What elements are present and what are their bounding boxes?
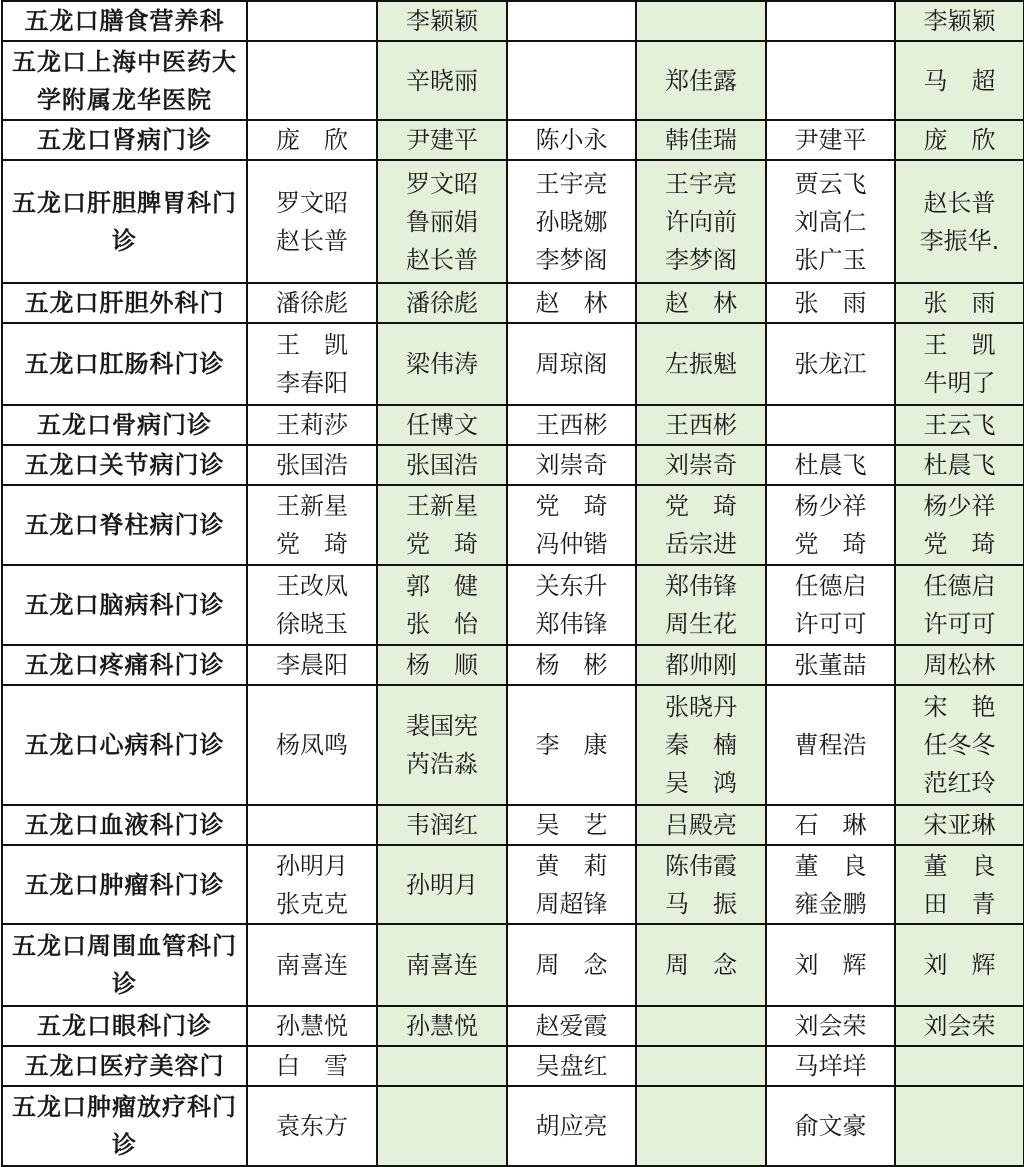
schedule-cell [636,445,766,485]
doctor-name: 任德启 [923,572,996,600]
table-row [2,41,1024,120]
doctor-name: 南喜连 [276,951,348,979]
schedule-cell [377,924,507,1006]
table-row [2,120,1024,160]
schedule-cell [377,645,507,685]
schedule-cell [377,1006,507,1046]
doctor-name: 王改凤 [276,572,348,600]
doctor-name: 杨 彬 [535,651,608,679]
doctor-name: 董 良 [794,851,867,880]
schedule-cell [766,805,895,845]
doctor-name: 罗文昭 [406,169,478,198]
table-row [2,323,1024,405]
schedule-cell [507,1086,636,1166]
schedule-cell [895,160,1024,283]
schedule-cell [377,485,507,565]
table-row [2,805,1024,845]
schedule-cell [507,1006,636,1046]
doctor-name: 李颖颖 [406,7,478,35]
schedule-cell [247,405,377,445]
schedule-cell [636,405,766,445]
schedule-cell [766,41,895,120]
doctor-name: 鲁丽娟 [406,207,478,236]
doctor-name: 田 青 [923,889,996,918]
schedule-cell [247,160,377,283]
schedule-cell [766,845,895,924]
schedule-cell [636,160,766,283]
schedule-cell [895,565,1024,645]
doctor-name: 张 雨 [794,289,867,317]
doctor-name: 白 雪 [276,1052,348,1080]
doctor-name: 周 念 [535,951,608,979]
doctor-name: 尹建平 [794,126,867,154]
schedule-cell [636,565,766,645]
doctor-name: 马垟垟 [794,1052,867,1080]
table-row [2,405,1024,445]
doctor-name: 梁伟涛 [406,350,478,378]
doctor-name: 任德启 [794,572,867,600]
schedule-cell [247,924,377,1006]
department-name: 五龙口脑病科门诊 [2,565,247,645]
doctor-name: 李颖颖 [923,7,996,35]
doctor-name: 范红玲 [923,769,996,797]
schedule-cell [247,1086,377,1166]
schedule-cell [766,685,895,805]
doctor-name: 任冬冬 [923,731,996,759]
doctor-name: 陈伟霞 [665,851,737,880]
schedule-cell [766,323,895,405]
schedule-cell [636,805,766,845]
schedule-cell [895,405,1024,445]
schedule-cell [377,445,507,485]
schedule-cell [377,323,507,405]
doctor-name: 张广玉 [794,245,867,274]
doctor-name: 王莉莎 [276,411,348,439]
schedule-cell [247,845,377,924]
schedule-cell [895,283,1024,323]
doctor-name: 杨少祥 [923,492,996,520]
doctor-name: 马 超 [923,66,996,95]
doctor-name: 袁东方 [276,1112,348,1140]
doctor-name: 宋 艳 [923,693,996,721]
schedule-cell [507,323,636,405]
schedule-cell [247,1046,377,1086]
schedule-cell [895,120,1024,160]
doctor-name: 孙慧悦 [406,1012,478,1040]
schedule-cell [766,485,895,565]
doctor-name: 罗文昭 [276,188,348,217]
doctor-name: 潘徐彪 [406,289,478,317]
doctor-name: 吕殿亮 [665,811,737,839]
doctor-name: 周琼阁 [535,350,608,378]
schedule-cell [377,160,507,283]
schedule-cell [377,283,507,323]
schedule-cell [895,924,1024,1006]
doctor-name: 吴 鸿 [665,769,737,797]
schedule-cell [247,485,377,565]
doctor-name: 庞 欣 [923,126,996,154]
doctor-name: 孙明月 [276,851,348,880]
doctor-name: 王宇亮 [535,169,608,198]
doctor-name: 任博文 [406,411,478,439]
department-name: 五龙口肿瘤放疗科门诊 [2,1086,247,1166]
doctor-name: 关东升 [535,572,608,600]
schedule-cell [895,445,1024,485]
doctor-name: 刘崇奇 [535,451,608,479]
doctor-name: 李梦阁 [665,245,737,274]
department-name: 五龙口膳食营养科 [2,1,247,41]
doctor-schedule-table [1,0,1024,1167]
schedule-cell [636,485,766,565]
doctor-name: 韩佳瑞 [665,126,737,154]
doctor-name: 王 凯 [276,331,348,359]
doctor-name: 辛晓丽 [406,66,478,95]
doctor-name: 赵长普 [276,226,348,255]
doctor-name: 王宇亮 [665,169,737,198]
doctor-name: 秦 楠 [665,731,737,759]
schedule-cell [636,120,766,160]
doctor-name: 李梦阁 [535,245,608,274]
department-name: 五龙口上海中医药大学附属龙华医院 [2,41,247,120]
doctor-name: 俞文豪 [794,1112,867,1140]
schedule-cell [247,565,377,645]
table-row [2,1,1024,41]
schedule-cell [636,645,766,685]
schedule-cell [247,445,377,485]
schedule-cell [247,41,377,120]
schedule-cell [507,485,636,565]
doctor-name: 郑佳露 [665,66,737,95]
department-name: 五龙口关节病门诊 [2,445,247,485]
doctor-name: 许向前 [665,207,737,236]
schedule-cell [507,120,636,160]
schedule-cell [895,485,1024,565]
schedule-cell [507,405,636,445]
department-name: 五龙口肾病门诊 [2,120,247,160]
doctor-name: 马 振 [665,889,737,918]
schedule-cell [895,685,1024,805]
doctor-name: 芮浩淼 [406,750,478,778]
doctor-name: 刘 辉 [923,951,996,979]
department-name: 五龙口周围血管科门诊 [2,924,247,1006]
doctor-name: 吴盘红 [535,1052,608,1080]
schedule-cell [766,565,895,645]
doctor-name: 许可可 [794,610,867,638]
schedule-cell [377,685,507,805]
doctor-name: 王云飞 [923,411,996,439]
doctor-name: 孙晓娜 [535,207,608,236]
schedule-cell [766,405,895,445]
schedule-cell [507,283,636,323]
table-row [2,645,1024,685]
schedule-cell [507,1,636,41]
doctor-name: 郭 健 [406,572,478,600]
doctor-name: 冯仲锴 [535,530,608,558]
doctor-name: 王西彬 [535,411,608,439]
schedule-cell [247,805,377,845]
schedule-cell [766,1,895,41]
department-name: 五龙口心病科门诊 [2,685,247,805]
doctor-name: 赵爱霞 [535,1012,608,1040]
doctor-name: 庞 欣 [276,126,348,154]
schedule-cell [507,445,636,485]
doctor-name: 刘 辉 [794,951,867,979]
doctor-name: 党 琦 [923,530,996,558]
doctor-name: 刘会荣 [923,1012,996,1040]
doctor-name: 王新星 [406,492,478,520]
doctor-name: 孙明月 [406,870,478,899]
schedule-cell [507,160,636,283]
department-name: 五龙口肝胆脾胃科门诊 [2,160,247,283]
schedule-cell [636,845,766,924]
table-row [2,445,1024,485]
schedule-cell [247,283,377,323]
table-row [2,1086,1024,1166]
doctor-name: 张克克 [276,889,348,918]
doctor-name: 尹建平 [406,126,478,154]
schedule-cell [377,1,507,41]
doctor-name: 左振魁 [665,350,737,378]
doctor-name: 党 琦 [276,530,348,558]
doctor-name: 刘高仁 [794,207,867,236]
doctor-name: 雍金鹏 [794,889,867,918]
schedule-cell [507,685,636,805]
doctor-name: 牛明了 [923,369,996,397]
schedule-cell [895,323,1024,405]
doctor-name: 郑伟锋 [665,572,737,600]
doctor-name: 张国浩 [406,451,478,479]
doctor-name: 刘会荣 [794,1012,867,1040]
doctor-name: 杜晨飞 [923,451,996,479]
doctor-name: 曹程浩 [794,731,867,759]
doctor-name: 赵长普 [923,188,996,217]
doctor-name: 王 凯 [923,331,996,359]
doctor-name: 杨凤鸣 [276,731,348,759]
schedule-cell [507,565,636,645]
doctor-name: 杜晨飞 [794,451,867,479]
doctor-name: 周 念 [665,951,737,979]
schedule-cell [247,645,377,685]
doctor-name: 赵长普 [406,245,478,274]
doctor-name: 李 康 [535,731,608,759]
schedule-cell [377,1046,507,1086]
doctor-name: 周超锋 [535,889,608,918]
schedule-cell [507,924,636,1006]
doctor-name: 孙慧悦 [276,1012,348,1040]
doctor-name: 周生花 [665,610,737,638]
department-name: 五龙口脊柱病门诊 [2,485,247,565]
department-name: 五龙口肛肠科门诊 [2,323,247,405]
department-name: 五龙口肝胆外科门 [2,283,247,323]
schedule-body [2,1,1024,1166]
doctor-name: 王西彬 [665,411,737,439]
department-name: 五龙口骨病门诊 [2,405,247,445]
doctor-name: 韦润红 [406,811,478,839]
doctor-name: 党 琦 [406,530,478,558]
table-row [2,845,1024,924]
doctor-name: 赵 林 [535,289,608,317]
department-name: 五龙口血液科门诊 [2,805,247,845]
doctor-name: 潘徐彪 [276,289,348,317]
schedule-cell [247,685,377,805]
doctor-name: 石 琳 [794,811,867,839]
table-row [2,685,1024,805]
schedule-cell [895,1046,1024,1086]
doctor-name: 贾云飞 [794,169,867,198]
doctor-name: 张晓丹 [665,693,737,721]
schedule-cell [766,924,895,1006]
schedule-cell [377,1086,507,1166]
doctor-name: 刘崇奇 [665,451,737,479]
department-name: 五龙口眼科门诊 [2,1006,247,1046]
table-row [2,1006,1024,1046]
schedule-cell [247,323,377,405]
doctor-name: 宋亚琳 [923,811,996,839]
schedule-cell [377,805,507,845]
schedule-cell [247,1,377,41]
doctor-name: 郑伟锋 [535,610,608,638]
schedule-cell [377,41,507,120]
schedule-cell [247,1006,377,1046]
schedule-cell [247,120,377,160]
doctor-name: 董 良 [923,851,996,880]
schedule-cell [377,845,507,924]
doctor-name: 党 琦 [535,492,608,520]
department-name: 五龙口疼痛科门诊 [2,645,247,685]
doctor-name: 张国浩 [276,451,348,479]
schedule-cell [895,41,1024,120]
doctor-name: 李春阳 [276,369,348,397]
table-row [2,1046,1024,1086]
schedule-cell [636,924,766,1006]
doctor-name: 杨少祥 [794,492,867,520]
doctor-name: 裴国宪 [406,712,478,740]
schedule-cell [636,1046,766,1086]
schedule-cell [507,41,636,120]
doctor-name: 赵 林 [665,289,737,317]
schedule-cell [507,805,636,845]
doctor-name: 陈小永 [535,126,608,154]
schedule-cell [895,1,1024,41]
schedule-cell [636,1,766,41]
schedule-cell [895,845,1024,924]
doctor-name: 岳宗进 [665,530,737,558]
doctor-name: 黄 莉 [535,851,608,880]
doctor-name: 杨 顺 [406,651,478,679]
doctor-name: 党 琦 [665,492,737,520]
doctor-name: 周松林 [923,651,996,679]
table-row [2,565,1024,645]
schedule-cell [507,645,636,685]
doctor-name: 党 琦 [794,530,867,558]
table-row [2,283,1024,323]
schedule-cell [507,845,636,924]
schedule-cell [636,41,766,120]
schedule-cell [377,120,507,160]
table-row [2,485,1024,565]
schedule-cell [766,645,895,685]
schedule-cell [636,1086,766,1166]
department-name: 五龙口医疗美容门 [2,1046,247,1086]
doctor-name: 李振华. [919,226,1000,255]
schedule-cell [766,1086,895,1166]
schedule-cell [636,283,766,323]
schedule-cell [895,1006,1024,1046]
table-row [2,160,1024,283]
doctor-name: 吴 艺 [535,811,608,839]
doctor-name: 许可可 [923,610,996,638]
schedule-cell [766,283,895,323]
doctor-name: 都帅刚 [665,651,737,679]
department-name: 五龙口肿瘤科门诊 [2,845,247,924]
schedule-cell [766,1046,895,1086]
schedule-cell [377,405,507,445]
schedule-cell [766,120,895,160]
doctor-name: 张 怡 [406,610,478,638]
doctor-name: 南喜连 [406,951,478,979]
doctor-name: 张龙江 [794,350,867,378]
schedule-cell [636,1006,766,1046]
table-row [2,924,1024,1006]
schedule-cell [895,805,1024,845]
schedule-cell [895,1086,1024,1166]
schedule-cell [377,565,507,645]
schedule-cell [766,1006,895,1046]
schedule-cell [766,160,895,283]
schedule-cell [636,323,766,405]
doctor-name: 徐晓玉 [276,610,348,638]
schedule-cell [766,445,895,485]
doctor-name: 李晨阳 [276,651,348,679]
doctor-name: 张董喆 [794,651,867,679]
schedule-cell [507,1046,636,1086]
schedule-cell [636,685,766,805]
doctor-name: 张 雨 [923,289,996,317]
doctor-name: 胡应亮 [535,1112,608,1140]
doctor-name: 王新星 [276,492,348,520]
schedule-cell [895,645,1024,685]
